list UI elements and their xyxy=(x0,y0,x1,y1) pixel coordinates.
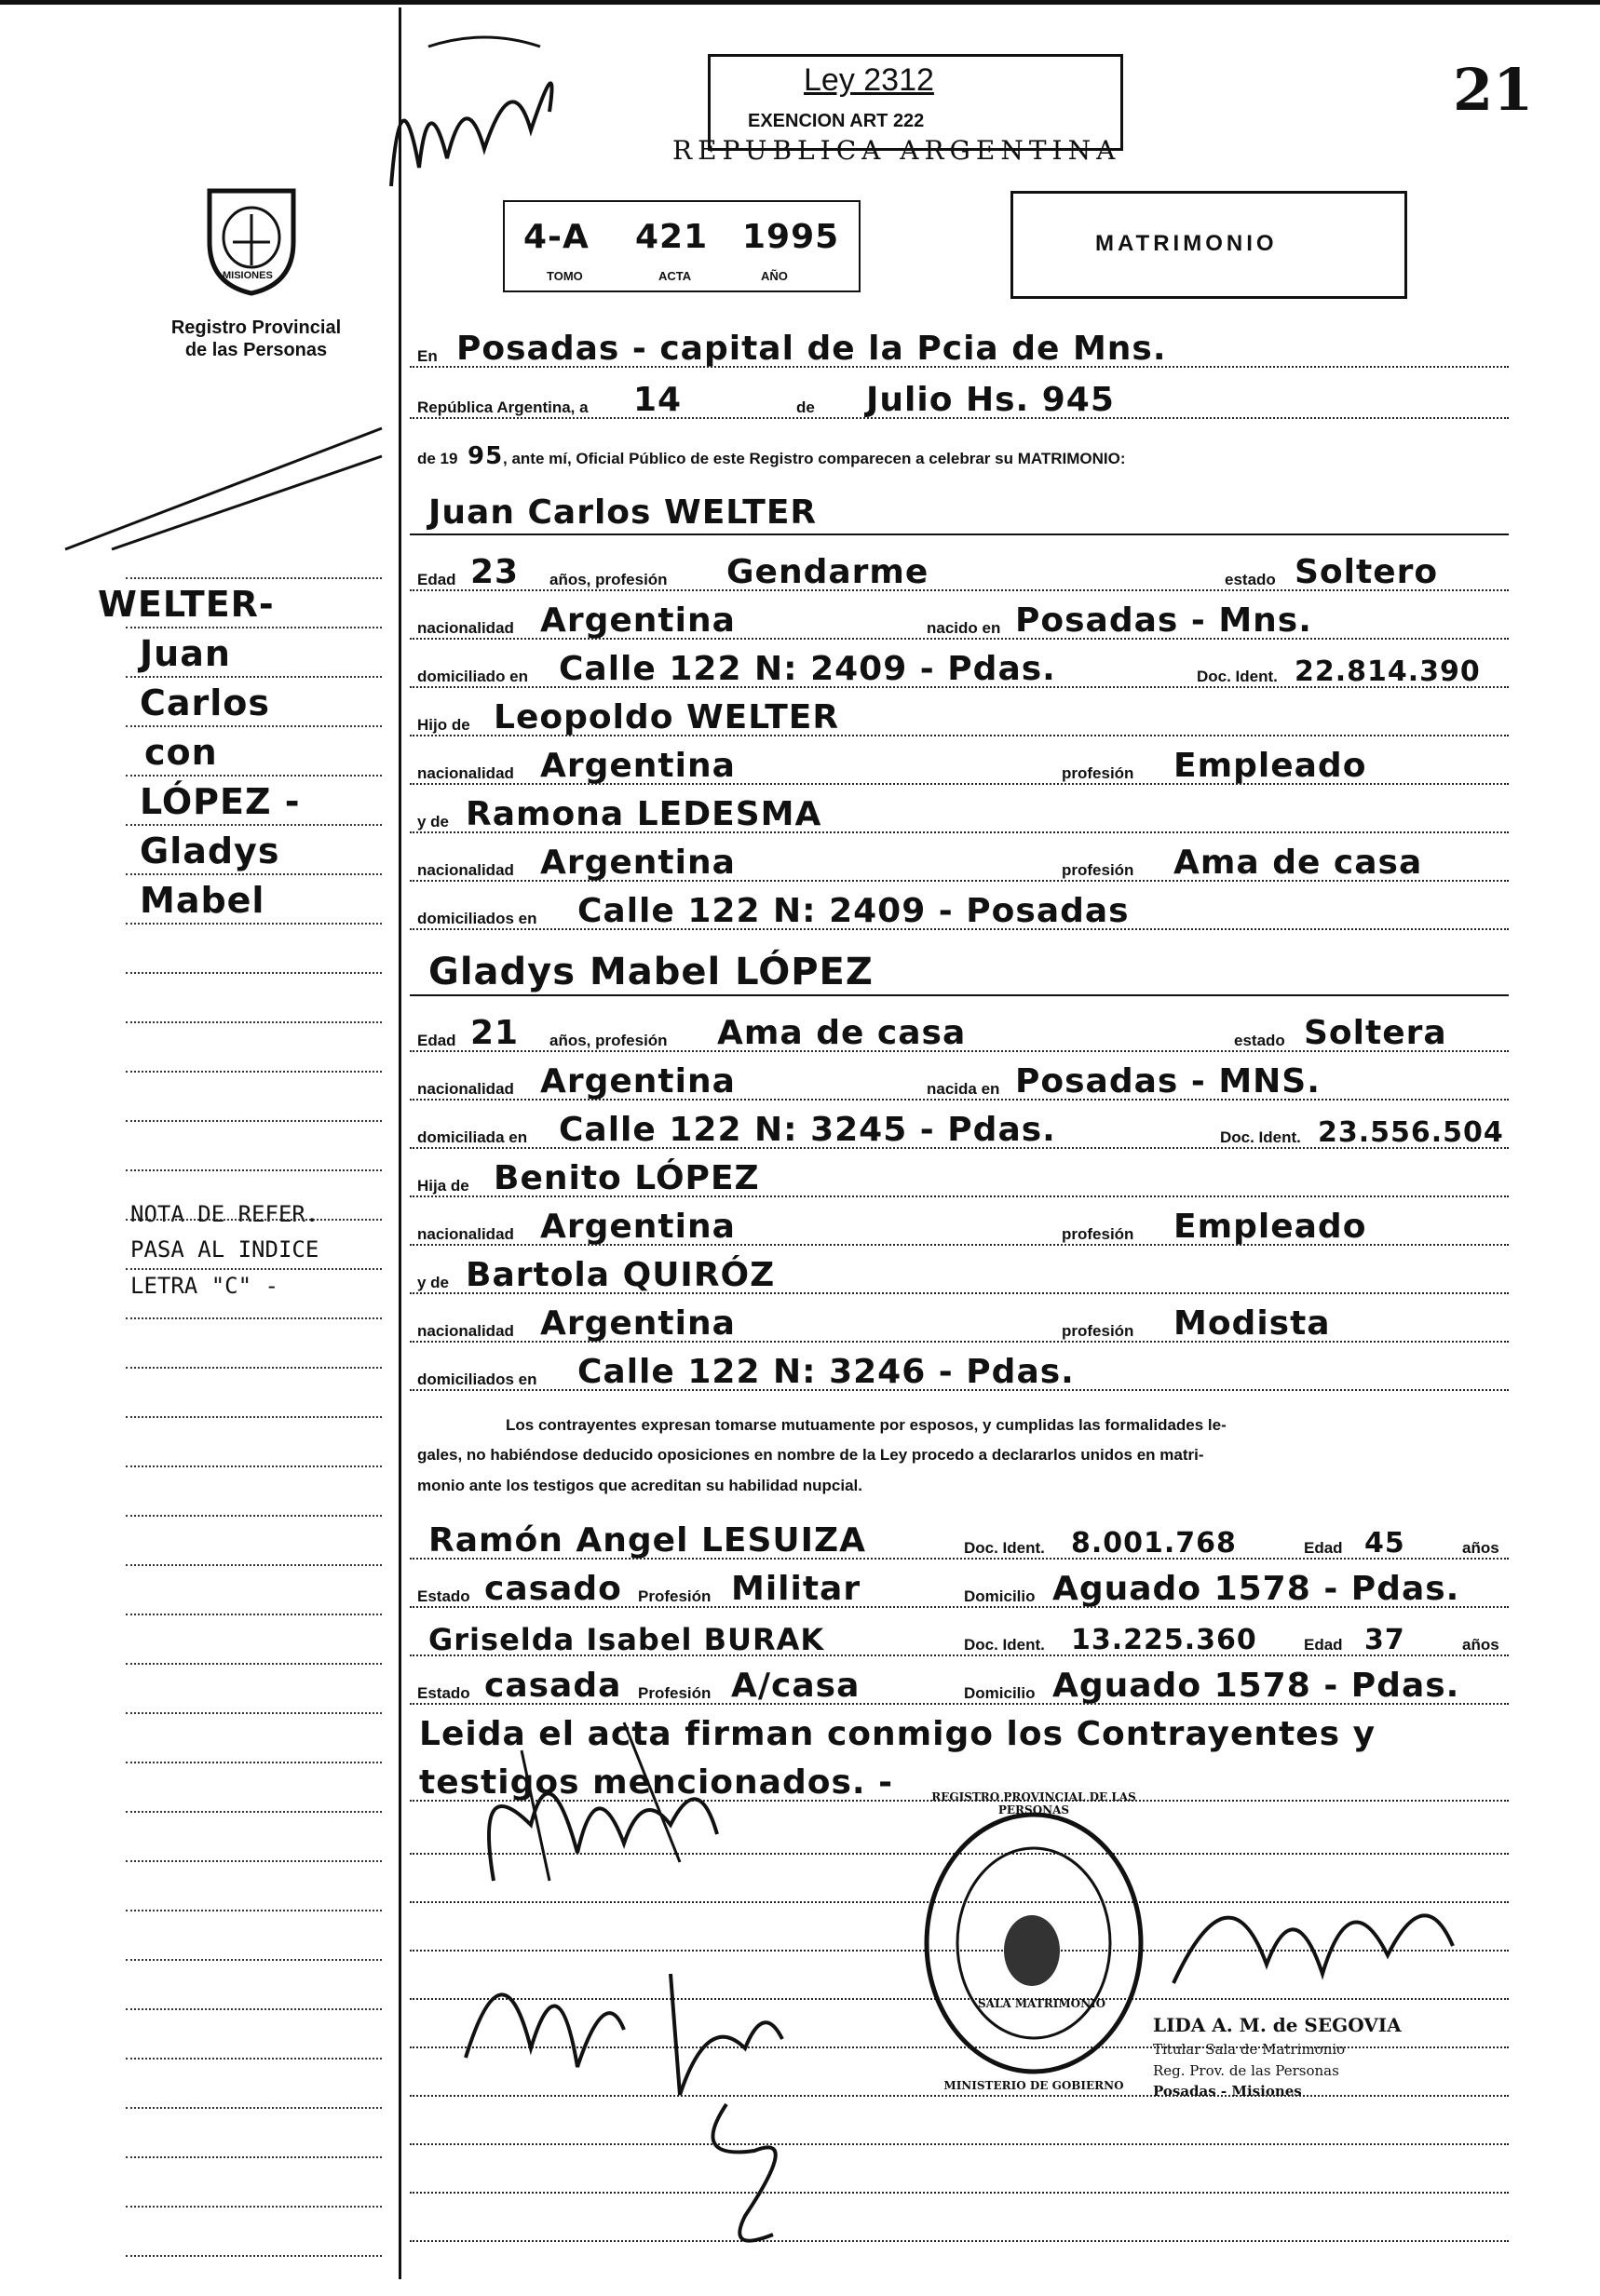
nac-label: nacionalidad xyxy=(417,861,514,879)
law-label: Ley 2312 xyxy=(804,62,934,98)
mother-profession: Ama de casa xyxy=(1173,844,1423,882)
tomo-value: 4-A xyxy=(523,218,590,256)
margin-name-3: Carlos xyxy=(140,682,271,723)
declaration-line3: monio ante los testigos que acreditan su habilidad nupcial. xyxy=(417,1476,862,1494)
registry-line1: Registro Provincial xyxy=(170,317,342,338)
bride-name: Gladys Mabel LÓPEZ xyxy=(428,951,874,993)
margin-rule xyxy=(126,1959,382,1961)
nac-label: nacionalidad xyxy=(417,1225,514,1243)
prof-label: profesión xyxy=(1062,861,1134,879)
margin-rule xyxy=(126,1762,382,1763)
dom-label: domiciliada en xyxy=(417,1128,528,1146)
hijo-label: Hijo de xyxy=(417,716,470,734)
margin-rule xyxy=(126,1515,382,1517)
official-signature xyxy=(1155,1853,1490,2011)
ano-label: AÑO xyxy=(761,269,788,283)
witness1-name-row xyxy=(410,1513,1509,1563)
bride-birthplace: Posadas - MNS. xyxy=(1015,1062,1321,1101)
doc-label: Doc. Ident. xyxy=(1197,668,1278,685)
bride-address-row xyxy=(410,1102,1509,1153)
margin-rule xyxy=(126,1071,382,1073)
edad-label: Edad xyxy=(1304,1539,1343,1557)
dom-label: domiciliado en xyxy=(417,668,529,685)
margin-rule xyxy=(126,1367,382,1369)
margin-note xyxy=(130,1196,319,1303)
groom-father: Leopoldo WELTER xyxy=(494,698,840,736)
groom-birthplace: Posadas - Mns. xyxy=(1015,601,1312,640)
groom-mother-nat-row xyxy=(410,835,1509,885)
nac-label: nacionalidad xyxy=(417,764,514,782)
page-number: 21 xyxy=(1453,56,1534,124)
margin-rule xyxy=(126,2255,382,2257)
margin-rule xyxy=(126,1120,382,1122)
intro-year: 95 xyxy=(468,442,504,470)
witness1-profession: Militar xyxy=(731,1570,861,1608)
groom-parents-address-row xyxy=(410,884,1509,934)
groom-address-row xyxy=(410,642,1509,692)
margin-rule xyxy=(126,1416,382,1418)
top-signature xyxy=(373,28,577,196)
doms-label: domiciliados en xyxy=(417,910,537,927)
groom-profession: Gendarme xyxy=(726,553,929,591)
margin-rule xyxy=(126,1465,382,1467)
en-label: En xyxy=(417,347,438,365)
witness2-name: Griselda Isabel BURAK xyxy=(428,1622,825,1657)
bride-mother-nat-row xyxy=(410,1296,1509,1346)
estado-label: Estado xyxy=(417,1587,470,1605)
official-city: Posadas - Misiones xyxy=(1153,2083,1302,2100)
witness1-doc: 8.001.768 xyxy=(1071,1527,1237,1560)
margin-note-line2: PASA AL INDICE xyxy=(130,1236,319,1263)
margin-rule xyxy=(126,2107,382,2109)
groom-mother: Ramona LEDESMA xyxy=(466,795,822,833)
groom-mother-row xyxy=(410,787,1509,837)
acta-label: ACTA xyxy=(658,269,692,283)
witness2-detail-row xyxy=(410,1658,1509,1708)
registry-line2: de las Personas xyxy=(184,340,328,360)
margin-rule xyxy=(126,2058,382,2060)
groom-nat-row xyxy=(410,593,1509,643)
groom-doc: 22.814.390 xyxy=(1295,655,1481,688)
witness2-age: 37 xyxy=(1364,1624,1405,1656)
margin-rule xyxy=(126,1564,382,1566)
anos-prof-label: años, profesión xyxy=(549,571,668,588)
prof-label: profesión xyxy=(1062,764,1134,782)
bride-doc: 23.556.504 xyxy=(1318,1116,1504,1149)
bride-father-row xyxy=(410,1151,1509,1201)
top-border xyxy=(0,0,1600,5)
margin-rule xyxy=(126,972,382,974)
official-title: Titular Sala de Matrimonio xyxy=(1153,2041,1346,2058)
acta-value: 421 xyxy=(635,218,709,256)
margin-name-6: Gladys xyxy=(140,831,280,871)
doms-label: domiciliados en xyxy=(417,1371,537,1388)
margin-rule xyxy=(126,923,382,925)
crest-text: MISIONES xyxy=(223,270,273,281)
margin-rule xyxy=(126,725,382,727)
margin-rule xyxy=(126,1910,382,1911)
bride-age: 21 xyxy=(470,1014,520,1052)
margin-rule xyxy=(126,676,382,678)
bride-mother: Bartola QUIRÓZ xyxy=(466,1256,776,1294)
law-stamp: EXENCION ART 222 xyxy=(748,111,925,131)
bride-parents-address: Calle 122 N: 3246 - Pdas. xyxy=(577,1353,1075,1391)
margin-rule xyxy=(126,775,382,777)
dom-label: Domicilio xyxy=(964,1587,1036,1605)
edad-label: Edad xyxy=(1304,1636,1343,1654)
margin-note-line3: LETRA "C" - xyxy=(130,1272,278,1299)
margin-rule xyxy=(126,1811,382,1813)
groom-father-row xyxy=(410,690,1509,740)
intro-place: Posadas - capital de la Pcia de Mns. xyxy=(456,330,1167,368)
intro-date-row xyxy=(410,372,1509,423)
prof-label: Profesión xyxy=(638,1684,712,1702)
dom-label: Domicilio xyxy=(964,1684,1036,1702)
intro-place-row xyxy=(410,321,1509,371)
witness1-age: 45 xyxy=(1364,1527,1405,1560)
mother-nationality: Argentina xyxy=(540,844,736,882)
groom-name-row xyxy=(410,479,1509,535)
margin-rule xyxy=(126,1219,382,1221)
seal-outer-text: REGISTRO PROVINCIAL DE LAS PERSONAS xyxy=(931,1790,1136,1817)
margin-rule xyxy=(126,824,382,826)
margin-rule xyxy=(126,1860,382,1862)
witness1-detail-row xyxy=(410,1561,1509,1612)
margin-rule xyxy=(126,1663,382,1665)
witness2-address: Aguado 1578 - Pdas. xyxy=(1052,1667,1460,1705)
nac-label: nacionalidad xyxy=(417,619,514,637)
margin-rule xyxy=(126,1268,382,1270)
bride-mother-profession: Modista xyxy=(1173,1304,1331,1343)
nac-label: nacionalidad xyxy=(417,1322,514,1340)
official-seal xyxy=(922,1790,1146,2092)
seal-inner-text: SALA MATRIMONIO xyxy=(978,1997,1106,2010)
bride-status: Soltera xyxy=(1304,1014,1447,1052)
nacida-label: nacida en xyxy=(927,1080,1000,1098)
doc-label: Doc. Ident. xyxy=(964,1539,1045,1557)
groom-age: 23 xyxy=(470,553,520,591)
groom-name: Juan Carlos WELTER xyxy=(428,493,818,532)
intro-year-row xyxy=(410,424,1509,474)
prof-label: Profesión xyxy=(638,1587,712,1605)
intro-day: 14 xyxy=(633,381,683,419)
father-profession: Empleado xyxy=(1173,747,1367,785)
republica-label: República Argentina, a xyxy=(417,398,589,416)
registry-name xyxy=(140,317,373,361)
margin-strike-lines xyxy=(56,410,391,559)
ante-text: , ante mí, Oficial Público de este Registro comparecen a celebrar su MATRIMONIO: xyxy=(503,450,1126,467)
anos-prof-label: años, profesión xyxy=(549,1032,668,1049)
estado-label: Estado xyxy=(417,1684,470,1702)
bride-father: Benito LÓPEZ xyxy=(494,1159,760,1197)
groom-address: Calle 122 N: 2409 - Pdas. xyxy=(559,650,1056,688)
groom-status: Soltero xyxy=(1295,553,1439,591)
republic-title: REPUBLICA ARGENTINA xyxy=(672,135,1121,166)
estado-label: estado xyxy=(1225,571,1276,588)
hija-label: Hija de xyxy=(417,1177,469,1195)
groom-nationality: Argentina xyxy=(540,601,736,640)
official-name: LIDA A. M. de SEGOVIA xyxy=(1153,2014,1402,2036)
margin-name-7: Mabel xyxy=(140,880,265,921)
yde-label: y de xyxy=(417,813,450,831)
margin-rule xyxy=(126,1614,382,1615)
ano-value: 1995 xyxy=(742,218,840,256)
bride-nationality: Argentina xyxy=(540,1062,736,1101)
official-org: Reg. Prov. de las Personas xyxy=(1153,2061,1339,2079)
witness-signatures xyxy=(447,1918,857,2272)
bride-parents-address-row xyxy=(410,1344,1509,1395)
bride-mother-nationality: Argentina xyxy=(540,1304,736,1343)
official-stamp xyxy=(1153,2011,1402,2102)
record-box xyxy=(503,200,861,292)
margin-rule xyxy=(126,1712,382,1714)
nacido-label: nacido en xyxy=(927,619,1001,637)
witness1-address: Aguado 1578 - Pdas. xyxy=(1052,1570,1460,1608)
declaration-line1: Los contrayentes expresan tomarse mutuamente por esposos, y cumplidas las formalidades le- xyxy=(506,1416,1227,1434)
margin-name-5: LÓPEZ - xyxy=(140,781,301,822)
edad-label: Edad xyxy=(417,1032,456,1049)
groom-signature xyxy=(438,1713,754,1899)
seal-bottom-text: MINISTERIO DE GOBIERNO xyxy=(943,2079,1124,2092)
prof-label: profesión xyxy=(1062,1225,1134,1243)
witness1-name: Ramón Angel LESUIZA xyxy=(428,1521,867,1560)
margin-rule xyxy=(126,1021,382,1023)
nac-label: nacionalidad xyxy=(417,1080,514,1098)
bride-age-row xyxy=(410,1006,1509,1056)
edad-label: Edad xyxy=(417,571,456,588)
margin-rule xyxy=(126,577,382,579)
father-nationality: Argentina xyxy=(540,747,736,785)
margin-name-4: con xyxy=(144,732,218,773)
margin-name-1: WELTER- xyxy=(98,584,275,625)
witness2-name-row xyxy=(410,1610,1509,1660)
closing-line1: Leida el acta firman conmigo los Contrayentes y xyxy=(419,1715,1376,1753)
margin-note-line1: NOTA DE REFER. xyxy=(130,1201,319,1227)
witness1-status: casado xyxy=(484,1570,622,1608)
de19-label: de 19 xyxy=(417,450,458,467)
matrimonio-box xyxy=(1010,191,1407,299)
tomo-label: TOMO xyxy=(547,269,583,283)
witness2-profession: A/casa xyxy=(731,1667,861,1705)
bride-father-profession: Empleado xyxy=(1173,1208,1367,1246)
doc-label: Doc. Ident. xyxy=(964,1636,1045,1654)
anos-label: años xyxy=(1462,1539,1499,1557)
bride-nat-row xyxy=(410,1054,1509,1104)
bride-address: Calle 122 N: 3245 - Pdas. xyxy=(559,1111,1056,1149)
margin-rule xyxy=(126,2206,382,2208)
bride-mother-row xyxy=(410,1248,1509,1298)
margin-rule xyxy=(126,2156,382,2158)
declaration-line2: gales, no habiéndose deducido oposiciones en nombre de la Ley procedo a declararlos unidos en matri- xyxy=(417,1446,1204,1465)
de-label: de xyxy=(796,398,815,416)
margin-rule xyxy=(126,873,382,875)
margin-rule xyxy=(126,1169,382,1171)
witness2-status: casada xyxy=(484,1667,622,1705)
margin-rule-line xyxy=(399,7,401,2279)
groom-age-row xyxy=(410,545,1509,595)
yde-label: y de xyxy=(417,1274,450,1291)
bride-father-nationality: Argentina xyxy=(540,1208,736,1246)
province-crest xyxy=(191,177,312,298)
closing-line2: testigos mencionados. - xyxy=(419,1763,894,1802)
estado-label: estado xyxy=(1234,1032,1285,1049)
matrimonio-label: MATRIMONIO xyxy=(1095,231,1278,256)
margin-name-2: Juan xyxy=(140,633,231,674)
declaration-text xyxy=(417,1411,1507,1501)
witness2-doc: 13.225.360 xyxy=(1071,1624,1257,1656)
bride-father-nat-row xyxy=(410,1199,1509,1249)
doc-label: Doc. Ident. xyxy=(1220,1128,1301,1146)
margin-rule xyxy=(126,1317,382,1319)
bride-profession: Ama de casa xyxy=(717,1014,967,1052)
margin-rule xyxy=(126,2008,382,2010)
intro-month: Julio Hs. 945 xyxy=(866,381,1115,419)
prof-label: profesión xyxy=(1062,1322,1134,1340)
margin-rule xyxy=(126,627,382,628)
anos-label: años xyxy=(1462,1636,1499,1654)
groom-father-nat-row xyxy=(410,738,1509,789)
groom-parents-address: Calle 122 N: 2409 - Posadas xyxy=(577,892,1130,930)
bride-name-row xyxy=(410,936,1509,996)
